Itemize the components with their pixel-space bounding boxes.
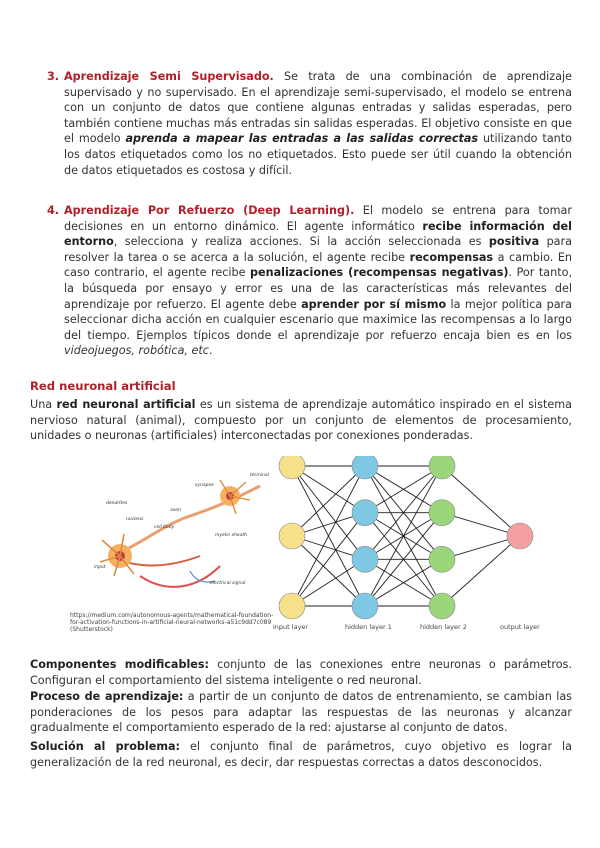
item-title: Aprendizaje Por Refuerzo (Deep Learning). (64, 204, 355, 217)
item-italic: videojuegos, robótica, etc (64, 344, 209, 358)
connection-line (442, 466, 520, 536)
hidden2-neuron (429, 500, 455, 526)
hidden2-neuron (429, 546, 455, 572)
neuron-labels (94, 472, 270, 586)
rna-definition (30, 397, 572, 444)
item-text: utilizando tanto los datos etiquetados como los no etiquetados. Esto puede ser útil cuando la obtención de datos etiquetados es costosa y difícil. (64, 132, 572, 177)
para-text: a partir de un conjunto de datos de entrenamiento, se cambian las ponderaciones de los pesos para adaptar las respuestas de las neuronas y alcanzar gradualmente el comportamiento esperado de la red: ajustarse al conjunto de datos. (30, 690, 573, 735)
hidden2-neuron (429, 456, 455, 479)
figure-caption: https://medium.com/autonomous-agents/mathematical-foundation-for-activation-functions-in-artificial-neural-networks-a51c9dd7c089 (Shutterstock) (70, 612, 274, 633)
list-number: 3. (47, 70, 60, 83)
item-text: para resolver la tarea o se acerca a la solución, el agente recibe (64, 235, 572, 264)
input-neuron (279, 593, 305, 619)
connection-line (292, 536, 365, 606)
connection-line (292, 466, 365, 536)
layer-label-hidden-2: hidden layer 2 (420, 623, 467, 631)
item-text: . Por tanto, la búsqueda por ensayo y error es una de las características más relevantes del aprendizaje por refuerzo. El agente debe (64, 266, 572, 311)
components-paragraph (30, 657, 572, 688)
neuron-label: cell body (154, 525, 175, 530)
item-text: El modelo se entrena para tomar decisiones en un entorno dinámico. El agente informático (64, 204, 572, 233)
learning-process-paragraph (30, 689, 572, 736)
para-text: el conjunto final de parámetros, cuyo objetivo es lograr la generalización de la red neuronal, es decir, dar respuestas correctas a datos desconocidos. (30, 740, 573, 769)
para-text: Una (30, 398, 57, 411)
neuron-label: axon (170, 508, 182, 513)
list-item-reinforcement (47, 203, 573, 359)
input-neuron (279, 523, 305, 549)
section-heading: Red neuronal artificial (30, 379, 176, 393)
item-emphasis: aprenda a mapear las entradas a las salidas correctas (125, 132, 479, 146)
neuron-label: synapse (195, 483, 214, 488)
hidden1-neuron (352, 456, 378, 479)
layer-label-output: output layer (500, 623, 540, 631)
item-text: a cambio. En caso contrario, el agente recibe (64, 250, 572, 280)
item-title: Aprendizaje Semi Supervisado. (64, 70, 274, 83)
para-label: Solución al problema: (30, 740, 180, 753)
neuron-label: nucleus (126, 517, 144, 522)
hidden1-neuron (352, 500, 378, 526)
output-neuron (507, 523, 533, 549)
item-bold: recibe información del entorno (64, 219, 572, 249)
item-text: . (208, 344, 213, 358)
para-text: es un sistema de aprendizaje automático inspirado en el sistema nervioso natural (animal), compuesto por un conjunto de elementos de procesamiento, unidades o neuronas (artificiales) interconectadas por conexiones ponderadas. (30, 398, 572, 443)
neuron-label: myelin sheath (215, 533, 247, 538)
connection-line (442, 536, 520, 606)
neuron-label: input (94, 565, 106, 570)
layer-label-input: input layer (273, 623, 309, 631)
hidden2-neuron (429, 593, 455, 619)
item-bold: recompensas (409, 250, 494, 264)
item-bold: aprender por sí mismo (301, 297, 447, 311)
neuron-label: electrical signal (210, 581, 246, 586)
list-number: 4. (47, 204, 60, 217)
para-label: Proceso de aprendizaje: (30, 690, 184, 703)
input-neuron (279, 456, 305, 479)
hidden1-neuron (352, 593, 378, 619)
layer-label-hidden-1: hidden layer 1 (345, 623, 392, 631)
item-text: , selecciona y realiza acciones. Si la acción seleccionada es (113, 235, 489, 249)
para-label: Componentes modificables: (30, 658, 210, 671)
item-text: la mejor política para seleccionar dicha acción en cualquier escenario que maximice las recompensas a lo largo del tiempo. Ejemplos típicos donde el aprendizaje por refuerzo encaja bien es en los (64, 297, 573, 342)
para-bold: red neuronal artificial (56, 398, 196, 411)
list-item-semi-supervised (47, 69, 572, 178)
neuron-label: dendrites (106, 501, 128, 506)
artificial-network-diagram (279, 456, 533, 619)
item-bold: positiva (488, 235, 540, 249)
hidden1-neuron (352, 546, 378, 572)
item-bold: penalizaciones (recompensas negativas) (250, 266, 509, 280)
neuron-label: terminal (250, 473, 269, 478)
item-text: Se trata de una combinación de aprendizaje supervisado y no supervisado. En el aprendizaje semi-supervisado, el modelo se entrena con un conjunto de datos que contiene algunas entradas y salidas esperadas, pero también contiene muchas más entradas sin salidas esperadas. El objetivo consiste en que el modelo (64, 70, 572, 146)
para-text: conjunto de las conexiones entre neuronas o parámetros. Configuran el comportamiento del sistema inteligente o red neuronal. (30, 658, 572, 687)
solution-paragraph (30, 739, 572, 770)
